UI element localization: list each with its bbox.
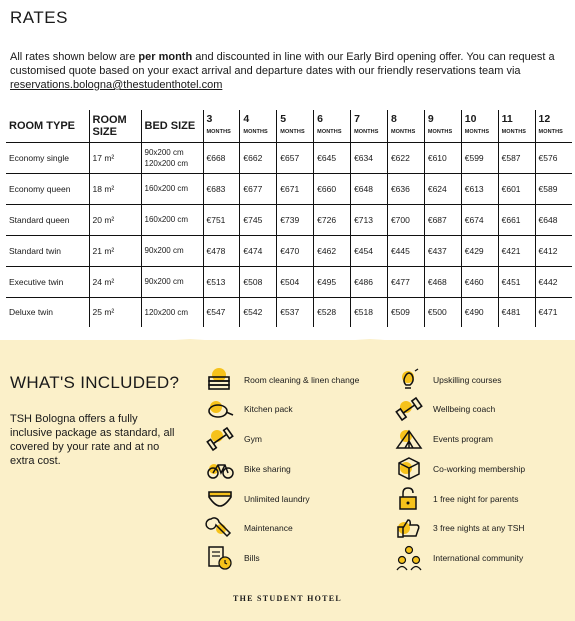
bed-size-cell <box>141 204 203 235</box>
feature-item <box>394 485 519 513</box>
rates-table <box>6 110 572 327</box>
padlock-icon <box>394 486 424 512</box>
price-cell: €542 <box>240 297 277 327</box>
month-number: 3 <box>206 113 213 126</box>
included-description: TSH Bologna offers a fully inclusive package as standard, all covered by your rate and at no extra cost. <box>10 413 175 467</box>
month-unit: MONTHS <box>464 129 490 136</box>
price-cell: €660 <box>314 173 351 204</box>
table-row <box>6 142 572 173</box>
price-cell: €610 <box>424 142 461 173</box>
feature-label: Wellbeing coach <box>433 404 496 414</box>
bed-size-value: 160x200 cm <box>144 184 189 193</box>
price-cell: €739 <box>277 204 314 235</box>
intro-part2: and discounted in line with our Early Bird opening offer. You can request a customised quote based on your exact arrival and departure dates with our friendly reservations team via <box>10 51 555 77</box>
month-unit: MONTHS <box>206 129 231 136</box>
tent-icon <box>394 426 424 452</box>
price-cell: €468 <box>424 266 461 297</box>
price-cell: €509 <box>387 297 424 327</box>
feature-item <box>205 395 293 423</box>
room-type-cell: Standard queen <box>6 204 89 235</box>
month-number: 4 <box>243 113 250 126</box>
header-room-type: ROOM TYPE <box>6 110 89 142</box>
price-cell: €528 <box>314 297 351 327</box>
month-unit: MONTHS <box>354 129 379 136</box>
table-row <box>6 235 572 266</box>
price-cell: €662 <box>240 142 277 173</box>
bed-size-value: 160x200 cm <box>144 215 189 224</box>
intro-part1: All rates shown below are <box>10 51 139 63</box>
price-cell: €454 <box>351 235 388 266</box>
wrench-icon <box>205 515 235 541</box>
bed-icon <box>205 367 235 393</box>
price-cell: €451 <box>498 266 535 297</box>
bed-size-cell <box>141 142 203 173</box>
month-number: 10 <box>464 113 477 126</box>
price-cell: €495 <box>314 266 351 297</box>
intro-bold: per month <box>138 51 193 63</box>
month-number: 9 <box>427 113 434 126</box>
feature-item <box>394 544 523 572</box>
price-cell: €700 <box>387 204 424 235</box>
price-cell: €671 <box>277 173 314 204</box>
bed-size-cell <box>141 266 203 297</box>
price-cell: €442 <box>535 266 572 297</box>
header-month <box>277 110 314 142</box>
thumbs-up-icon <box>394 515 424 541</box>
header-month <box>240 110 277 142</box>
feature-item <box>394 425 493 453</box>
price-cell: €478 <box>203 235 240 266</box>
price-cell: €645 <box>314 142 351 173</box>
header-bed-size: BED SIZE <box>141 110 203 142</box>
price-cell: €636 <box>387 173 424 204</box>
month-unit: MONTHS <box>501 129 527 136</box>
room-type-cell: Economy single <box>6 142 89 173</box>
price-cell: €437 <box>424 235 461 266</box>
bed-size-value: 90x200 cm <box>144 147 184 157</box>
price-cell: €634 <box>351 142 388 173</box>
brand-logo-text: THE STUDENT HOTEL <box>232 594 343 603</box>
price-cell: €677 <box>240 173 277 204</box>
feature-label: Bike sharing <box>244 464 291 474</box>
community-icon <box>394 545 424 571</box>
price-cell: €745 <box>240 204 277 235</box>
table-header-row <box>6 110 572 142</box>
feature-label: Unlimited laundry <box>244 494 310 504</box>
price-cell: €504 <box>277 266 314 297</box>
price-cell: €668 <box>203 142 240 173</box>
header-month <box>535 110 572 142</box>
feature-label: Upskilling courses <box>433 375 502 385</box>
room-size-cell: 25 m² <box>89 297 141 327</box>
wellbeing-icon <box>394 396 424 422</box>
header-room-size: ROOM SIZE <box>89 110 141 142</box>
feature-label: Gym <box>244 434 262 444</box>
month-unit: MONTHS <box>243 129 268 136</box>
header-month <box>387 110 424 142</box>
price-cell: €648 <box>351 173 388 204</box>
room-type-cell: Economy queen <box>6 173 89 204</box>
bed-size-cell <box>141 173 203 204</box>
price-cell: €613 <box>461 173 498 204</box>
price-cell: €576 <box>535 142 572 173</box>
price-cell: €587 <box>498 142 535 173</box>
laundry-icon <box>205 486 235 512</box>
price-cell: €486 <box>351 266 388 297</box>
feature-item <box>205 544 260 572</box>
email-link[interactable]: reservations.bologna@thestudenthotel.com <box>10 79 223 91</box>
price-cell: €624 <box>424 173 461 204</box>
feature-item <box>205 455 291 483</box>
header-month <box>498 110 535 142</box>
feature-label: Maintenance <box>244 523 293 533</box>
bed-size-value: 90x200 cm <box>144 246 184 255</box>
intro-text <box>10 50 570 92</box>
price-cell: €751 <box>203 204 240 235</box>
price-cell: €477 <box>387 266 424 297</box>
included-title: WHAT'S INCLUDED? <box>10 373 180 392</box>
month-unit: MONTHS <box>390 129 416 136</box>
feature-item <box>394 395 495 423</box>
coworking-cube-icon <box>394 456 424 482</box>
month-number: 7 <box>354 113 360 126</box>
month-unit: MONTHS <box>538 129 563 136</box>
price-cell: €687 <box>424 204 461 235</box>
feature-label: Kitchen pack <box>244 404 293 414</box>
month-number: 11 <box>501 113 513 126</box>
bike-icon <box>205 456 235 482</box>
header-month <box>461 110 498 142</box>
month-number: 6 <box>317 113 324 126</box>
price-cell: €599 <box>461 142 498 173</box>
month-unit: MONTHS <box>317 129 342 136</box>
header-month <box>203 110 240 142</box>
room-type-cell: Executive twin <box>6 266 89 297</box>
feature-label: Bills <box>244 553 260 563</box>
feature-item <box>205 485 310 513</box>
feature-item <box>205 425 262 453</box>
bills-icon <box>205 545 235 571</box>
price-cell: €661 <box>498 204 535 235</box>
price-cell: €490 <box>461 297 498 327</box>
bed-size-value: 120x200 cm <box>144 307 189 317</box>
price-cell: €674 <box>461 204 498 235</box>
feature-item <box>205 514 293 542</box>
month-number: 5 <box>280 113 287 126</box>
feature-label: Events program <box>433 434 493 444</box>
month-number: 12 <box>538 113 551 126</box>
room-type-cell: Standard twin <box>6 235 89 266</box>
bed-size-value: 90x200 cm <box>144 277 184 286</box>
price-cell: €412 <box>535 235 572 266</box>
feature-label: Co-working membership <box>433 464 526 474</box>
lightbulb-icon <box>394 367 424 393</box>
kitchen-pan-icon <box>205 396 235 422</box>
price-cell: €462 <box>314 235 351 266</box>
price-cell: €471 <box>535 297 572 327</box>
dumbbell-icon <box>205 426 235 452</box>
price-cell: €537 <box>277 297 314 327</box>
header-month <box>424 110 461 142</box>
month-unit: MONTHS <box>280 129 305 136</box>
price-cell: €589 <box>535 173 572 204</box>
room-size-cell: 24 m² <box>89 266 141 297</box>
price-cell: €421 <box>498 235 535 266</box>
table-row <box>6 173 572 204</box>
feature-label: Room cleaning & linen change <box>244 375 360 385</box>
feature-label: International community <box>433 553 524 563</box>
table-row <box>6 204 572 235</box>
price-cell: €474 <box>240 235 277 266</box>
price-cell: €445 <box>387 235 424 266</box>
price-cell: €481 <box>498 297 535 327</box>
bed-size-cell <box>141 297 203 327</box>
month-unit: MONTHS <box>427 129 453 136</box>
price-cell: €429 <box>461 235 498 266</box>
bed-size-cell <box>141 235 203 266</box>
price-cell: €622 <box>387 142 424 173</box>
header-month <box>351 110 388 142</box>
price-cell: €460 <box>461 266 498 297</box>
feature-item <box>205 366 359 394</box>
month-number: 8 <box>390 113 397 126</box>
price-cell: €683 <box>203 173 240 204</box>
price-cell: €726 <box>314 204 351 235</box>
price-cell: €713 <box>351 204 388 235</box>
header-month <box>314 110 351 142</box>
room-size-cell: 20 m² <box>89 204 141 235</box>
feature-item <box>394 366 502 394</box>
table-row <box>6 297 572 327</box>
feature-label: 3 free nights at any TSH <box>433 523 525 533</box>
price-cell: €657 <box>277 142 314 173</box>
price-cell: €500 <box>424 297 461 327</box>
price-cell: €508 <box>240 266 277 297</box>
rates-title: RATES <box>10 8 68 27</box>
price-cell: €648 <box>535 204 572 235</box>
room-type-cell: Deluxe twin <box>6 297 89 327</box>
feature-label: 1 free night for parents <box>433 494 519 504</box>
price-cell: €547 <box>203 297 240 327</box>
price-cell: €513 <box>203 266 240 297</box>
price-cell: €518 <box>351 297 388 327</box>
room-size-cell: 21 m² <box>89 235 141 266</box>
price-cell: €601 <box>498 173 535 204</box>
bed-size-value: 120x200 cm <box>144 158 189 168</box>
room-size-cell: 18 m² <box>89 173 141 204</box>
price-cell: €470 <box>277 235 314 266</box>
table-row <box>6 266 572 297</box>
feature-item <box>394 514 525 542</box>
feature-item <box>394 455 525 483</box>
room-size-cell: 17 m² <box>89 142 141 173</box>
